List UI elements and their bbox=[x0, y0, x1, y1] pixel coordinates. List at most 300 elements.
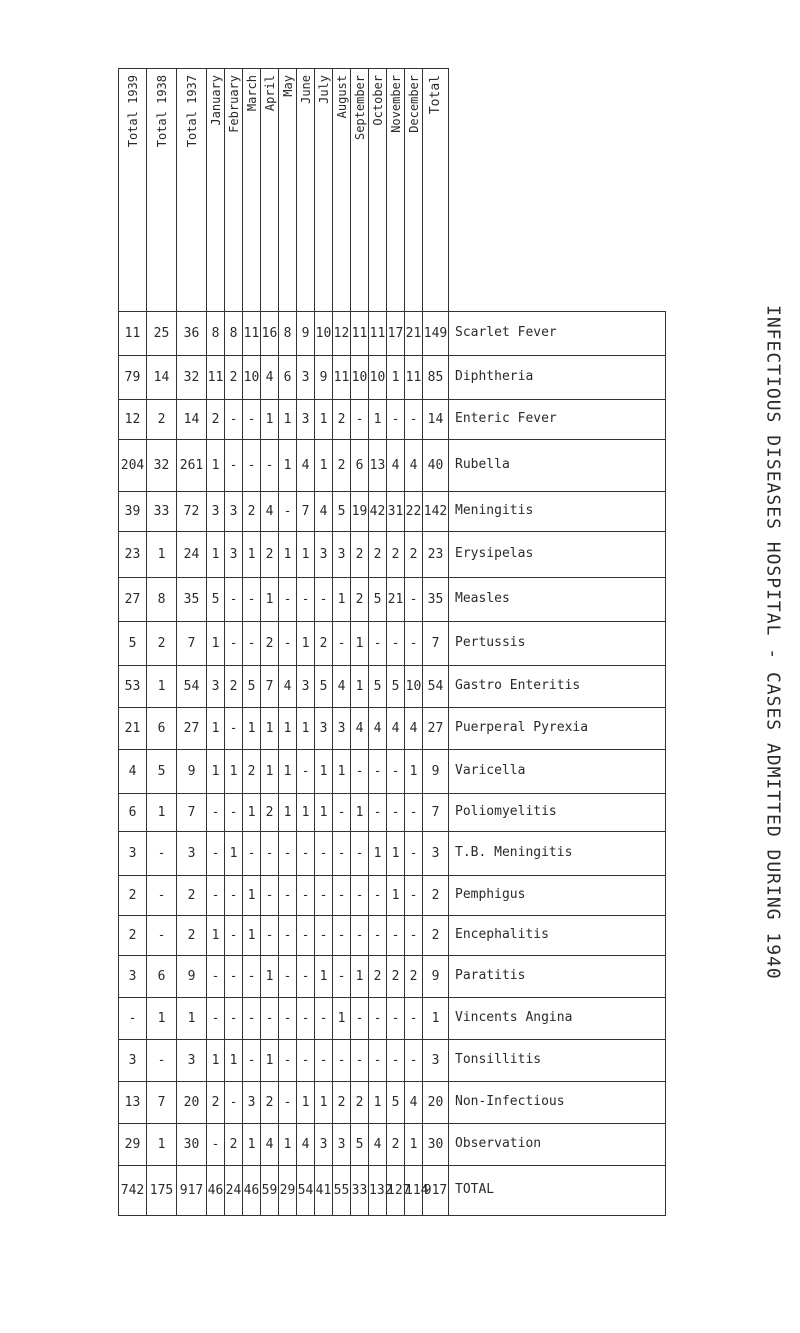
table-row bbox=[119, 956, 666, 998]
month-cell: - bbox=[315, 916, 333, 956]
month-cell: - bbox=[279, 622, 297, 666]
row-total-cell: 9 bbox=[423, 956, 449, 998]
row-total-cell: 35 bbox=[423, 578, 449, 622]
month-cell: 9 bbox=[315, 356, 333, 400]
month-cell: 127 bbox=[387, 1166, 405, 1216]
month-cell: - bbox=[369, 750, 387, 794]
month-cell: 1 bbox=[261, 708, 279, 750]
month-cell: - bbox=[333, 1040, 351, 1082]
month-cell: 3 bbox=[207, 492, 225, 532]
month-header: April bbox=[261, 69, 279, 312]
month-cell: 4 bbox=[333, 666, 351, 708]
total-1939-cell: 53 bbox=[119, 666, 147, 708]
table-row bbox=[119, 1124, 666, 1166]
month-cell: 2 bbox=[369, 532, 387, 578]
month-cell: 5 bbox=[351, 1124, 369, 1166]
month-cell: 4 bbox=[279, 666, 297, 708]
total-1939-cell: 11 bbox=[119, 312, 147, 356]
month-cell: - bbox=[297, 832, 315, 876]
month-cell: 3 bbox=[225, 532, 243, 578]
total-1937-cell: 27 bbox=[177, 708, 207, 750]
month-cell: 1 bbox=[243, 708, 261, 750]
month-cell: - bbox=[225, 876, 243, 916]
month-cell: - bbox=[279, 492, 297, 532]
month-cell: 2 bbox=[261, 532, 279, 578]
month-cell: - bbox=[243, 832, 261, 876]
table-row bbox=[119, 1166, 666, 1216]
month-cell: - bbox=[225, 956, 243, 998]
row-total-cell: 85 bbox=[423, 356, 449, 400]
table-row bbox=[119, 312, 666, 356]
disease-label: Varicella bbox=[449, 750, 666, 794]
month-cell: - bbox=[225, 400, 243, 440]
month-cell: 132 bbox=[369, 1166, 387, 1216]
disease-label: Diphtheria bbox=[449, 356, 666, 400]
total-1937-cell: 72 bbox=[177, 492, 207, 532]
disease-label: Pemphigus bbox=[449, 876, 666, 916]
total-1937-cell: 3 bbox=[177, 832, 207, 876]
month-cell: 2 bbox=[207, 400, 225, 440]
month-cell: - bbox=[333, 832, 351, 876]
table-row bbox=[119, 492, 666, 532]
month-cell: 1 bbox=[369, 1082, 387, 1124]
month-cell: 21 bbox=[405, 312, 423, 356]
month-cell: 2 bbox=[351, 1082, 369, 1124]
header-cell: Total 1937 bbox=[177, 69, 207, 312]
month-cell: 2 bbox=[351, 532, 369, 578]
month-cell: 33 bbox=[351, 1166, 369, 1216]
total-1937-cell: 32 bbox=[177, 356, 207, 400]
total-1938-cell: 1 bbox=[147, 1124, 177, 1166]
total-1938-cell: 1 bbox=[147, 794, 177, 832]
total-1939-cell: 4 bbox=[119, 750, 147, 794]
month-cell: 8 bbox=[207, 312, 225, 356]
disease-label: Measles bbox=[449, 578, 666, 622]
month-header: May bbox=[279, 69, 297, 312]
month-cell: - bbox=[405, 578, 423, 622]
month-cell: 10 bbox=[369, 356, 387, 400]
month-cell: - bbox=[405, 400, 423, 440]
month-cell: 2 bbox=[315, 622, 333, 666]
table-row bbox=[119, 876, 666, 916]
month-cell: - bbox=[351, 876, 369, 916]
disease-label: T.B. Meningitis bbox=[449, 832, 666, 876]
month-cell: - bbox=[351, 832, 369, 876]
month-cell: - bbox=[387, 1040, 405, 1082]
table-row bbox=[119, 794, 666, 832]
month-cell: - bbox=[297, 956, 315, 998]
disease-label: Puerperal Pyrexia bbox=[449, 708, 666, 750]
month-cell: 2 bbox=[333, 1082, 351, 1124]
month-cell: 1 bbox=[297, 622, 315, 666]
month-cell: 2 bbox=[261, 622, 279, 666]
month-cell: - bbox=[351, 998, 369, 1040]
disease-label: Enteric Fever bbox=[449, 400, 666, 440]
month-cell: - bbox=[405, 998, 423, 1040]
disease-label: Rubella bbox=[449, 440, 666, 492]
month-cell: 2 bbox=[333, 440, 351, 492]
month-cell: 1 bbox=[279, 750, 297, 794]
total-1939-cell: 23 bbox=[119, 532, 147, 578]
month-cell: 2 bbox=[225, 1124, 243, 1166]
total-1939-cell: 3 bbox=[119, 1040, 147, 1082]
month-header: August bbox=[333, 69, 351, 312]
total-1939-cell: 742 bbox=[119, 1166, 147, 1216]
month-cell: - bbox=[333, 956, 351, 998]
month-cell: - bbox=[405, 622, 423, 666]
month-cell: 4 bbox=[261, 1124, 279, 1166]
total-1938-cell: 8 bbox=[147, 578, 177, 622]
total-1937-cell: 36 bbox=[177, 312, 207, 356]
month-cell: 1 bbox=[207, 1040, 225, 1082]
month-cell: 22 bbox=[405, 492, 423, 532]
month-cell: 1 bbox=[261, 956, 279, 998]
total-1937-cell: 54 bbox=[177, 666, 207, 708]
row-total-cell: 917 bbox=[423, 1166, 449, 1216]
table-row bbox=[119, 916, 666, 956]
month-cell: 1 bbox=[243, 1124, 261, 1166]
total-1939-cell: 204 bbox=[119, 440, 147, 492]
total-1939-cell: 5 bbox=[119, 622, 147, 666]
total-1939-cell: 29 bbox=[119, 1124, 147, 1166]
month-cell: 5 bbox=[369, 666, 387, 708]
month-cell: - bbox=[261, 998, 279, 1040]
total-1937-cell: 1 bbox=[177, 998, 207, 1040]
month-cell: - bbox=[369, 876, 387, 916]
month-cell: - bbox=[369, 622, 387, 666]
month-cell: - bbox=[225, 622, 243, 666]
total-1939-cell: 21 bbox=[119, 708, 147, 750]
row-total-cell: 9 bbox=[423, 750, 449, 794]
month-cell: - bbox=[207, 1124, 225, 1166]
row-total-cell: 40 bbox=[423, 440, 449, 492]
month-cell: 4 bbox=[387, 708, 405, 750]
header-cell: Total 1938 bbox=[147, 69, 177, 312]
disease-label: Erysipelas bbox=[449, 532, 666, 578]
month-cell: - bbox=[405, 876, 423, 916]
month-cell: 114 bbox=[405, 1166, 423, 1216]
month-header: January bbox=[207, 69, 225, 312]
month-cell: 1 bbox=[279, 440, 297, 492]
total-1938-cell: 7 bbox=[147, 1082, 177, 1124]
month-cell: - bbox=[351, 1040, 369, 1082]
month-cell: 4 bbox=[297, 1124, 315, 1166]
month-cell: 5 bbox=[207, 578, 225, 622]
month-cell: 10 bbox=[243, 356, 261, 400]
month-cell: - bbox=[315, 832, 333, 876]
month-cell: 41 bbox=[315, 1166, 333, 1216]
month-cell: - bbox=[225, 708, 243, 750]
month-cell: 46 bbox=[207, 1166, 225, 1216]
month-cell: - bbox=[405, 832, 423, 876]
row-total-cell: 2 bbox=[423, 916, 449, 956]
table-row bbox=[119, 1040, 666, 1082]
month-cell: 1 bbox=[207, 916, 225, 956]
month-cell: 1 bbox=[369, 400, 387, 440]
month-cell: 1 bbox=[351, 666, 369, 708]
month-cell: 1 bbox=[207, 750, 225, 794]
month-cell: - bbox=[261, 832, 279, 876]
row-total-cell: 27 bbox=[423, 708, 449, 750]
total-1939-cell: 2 bbox=[119, 876, 147, 916]
month-cell: 3 bbox=[297, 356, 315, 400]
disease-label: Encephalitis bbox=[449, 916, 666, 956]
total-1937-cell: 261 bbox=[177, 440, 207, 492]
month-cell: 1 bbox=[207, 440, 225, 492]
total-1937-cell: 2 bbox=[177, 916, 207, 956]
month-cell: 4 bbox=[405, 440, 423, 492]
row-total-cell: 7 bbox=[423, 794, 449, 832]
month-cell: - bbox=[297, 578, 315, 622]
month-cell: 1 bbox=[315, 1082, 333, 1124]
table-row bbox=[119, 1082, 666, 1124]
row-total-cell: 14 bbox=[423, 400, 449, 440]
month-header: December bbox=[405, 69, 423, 312]
month-cell: - bbox=[207, 876, 225, 916]
month-cell: 1 bbox=[387, 876, 405, 916]
month-cell: - bbox=[225, 794, 243, 832]
table-row bbox=[119, 832, 666, 876]
row-total-cell: 30 bbox=[423, 1124, 449, 1166]
month-header: October bbox=[369, 69, 387, 312]
month-cell: - bbox=[387, 622, 405, 666]
month-cell: 5 bbox=[315, 666, 333, 708]
month-cell: - bbox=[279, 1082, 297, 1124]
month-cell: 1 bbox=[369, 832, 387, 876]
month-cell: 1 bbox=[297, 708, 315, 750]
total-1939-cell: 27 bbox=[119, 578, 147, 622]
month-cell: - bbox=[315, 998, 333, 1040]
month-cell: - bbox=[225, 578, 243, 622]
month-cell: 9 bbox=[297, 312, 315, 356]
month-cell: 54 bbox=[297, 1166, 315, 1216]
month-header: November bbox=[387, 69, 405, 312]
month-cell: - bbox=[297, 916, 315, 956]
month-cell: 5 bbox=[333, 492, 351, 532]
month-cell: 11 bbox=[351, 312, 369, 356]
month-cell: - bbox=[279, 1040, 297, 1082]
month-cell: - bbox=[297, 998, 315, 1040]
month-cell: - bbox=[351, 400, 369, 440]
month-cell: 4 bbox=[315, 492, 333, 532]
disease-label: Vincents Angina bbox=[449, 998, 666, 1040]
row-total-cell: 3 bbox=[423, 832, 449, 876]
table-row bbox=[119, 400, 666, 440]
month-cell: 1 bbox=[243, 532, 261, 578]
month-cell: 2 bbox=[207, 1082, 225, 1124]
total-1937-cell: 7 bbox=[177, 622, 207, 666]
month-cell: 1 bbox=[243, 876, 261, 916]
total-1938-cell: 32 bbox=[147, 440, 177, 492]
row-total-cell: 7 bbox=[423, 622, 449, 666]
total-1938-cell: 25 bbox=[147, 312, 177, 356]
month-cell: 1 bbox=[333, 578, 351, 622]
total-1938-cell: - bbox=[147, 916, 177, 956]
row-total-cell: 1 bbox=[423, 998, 449, 1040]
month-cell: - bbox=[333, 622, 351, 666]
disease-label: Pertussis bbox=[449, 622, 666, 666]
total-1938-cell: 1 bbox=[147, 998, 177, 1040]
month-cell: - bbox=[369, 998, 387, 1040]
month-cell: - bbox=[261, 876, 279, 916]
month-cell: 10 bbox=[405, 666, 423, 708]
month-cell: 2 bbox=[351, 578, 369, 622]
total-1938-cell: - bbox=[147, 832, 177, 876]
month-cell: 21 bbox=[387, 578, 405, 622]
total-1937-cell: 3 bbox=[177, 1040, 207, 1082]
total-1938-cell: 5 bbox=[147, 750, 177, 794]
total-1937-cell: 14 bbox=[177, 400, 207, 440]
month-cell: - bbox=[225, 440, 243, 492]
month-cell: - bbox=[405, 1040, 423, 1082]
month-cell: 3 bbox=[333, 532, 351, 578]
month-cell: - bbox=[315, 1040, 333, 1082]
month-cell: 2 bbox=[387, 1124, 405, 1166]
total-1939-cell: 39 bbox=[119, 492, 147, 532]
month-cell: 5 bbox=[369, 578, 387, 622]
month-cell: 2 bbox=[405, 532, 423, 578]
total-1937-cell: 24 bbox=[177, 532, 207, 578]
month-cell: - bbox=[387, 794, 405, 832]
month-cell: 2 bbox=[387, 956, 405, 998]
month-cell: 2 bbox=[243, 750, 261, 794]
table-body bbox=[119, 312, 666, 1216]
month-cell: 10 bbox=[315, 312, 333, 356]
month-cell: - bbox=[279, 832, 297, 876]
total-1939-cell: 79 bbox=[119, 356, 147, 400]
month-cell: - bbox=[243, 1040, 261, 1082]
total-header: Total bbox=[423, 69, 449, 312]
month-cell: 1 bbox=[279, 708, 297, 750]
month-cell: - bbox=[297, 750, 315, 794]
month-cell: - bbox=[225, 998, 243, 1040]
month-cell: 11 bbox=[243, 312, 261, 356]
month-cell: 3 bbox=[297, 666, 315, 708]
month-cell: 5 bbox=[387, 666, 405, 708]
total-1938-cell: 2 bbox=[147, 622, 177, 666]
total-1939-cell: 13 bbox=[119, 1082, 147, 1124]
month-cell: 1 bbox=[333, 750, 351, 794]
total-1938-cell: 6 bbox=[147, 956, 177, 998]
total-1938-cell: 1 bbox=[147, 666, 177, 708]
month-cell: - bbox=[207, 998, 225, 1040]
month-cell: - bbox=[279, 578, 297, 622]
month-cell: 13 bbox=[369, 440, 387, 492]
row-total-cell: 54 bbox=[423, 666, 449, 708]
month-cell: 3 bbox=[243, 1082, 261, 1124]
month-cell: - bbox=[387, 916, 405, 956]
month-cell: 2 bbox=[333, 400, 351, 440]
month-header: September bbox=[351, 69, 369, 312]
month-cell: - bbox=[261, 440, 279, 492]
total-1937-cell: 20 bbox=[177, 1082, 207, 1124]
month-cell: 4 bbox=[405, 708, 423, 750]
month-header: March bbox=[243, 69, 261, 312]
month-cell: 16 bbox=[261, 312, 279, 356]
month-cell: 2 bbox=[261, 1082, 279, 1124]
month-cell: 8 bbox=[279, 312, 297, 356]
disease-label: Scarlet Fever bbox=[449, 312, 666, 356]
month-cell: 1 bbox=[243, 794, 261, 832]
month-cell: - bbox=[225, 1082, 243, 1124]
month-cell: - bbox=[279, 998, 297, 1040]
total-1938-cell: 2 bbox=[147, 400, 177, 440]
month-cell: 3 bbox=[333, 1124, 351, 1166]
month-cell: 5 bbox=[243, 666, 261, 708]
table-row bbox=[119, 622, 666, 666]
total-1938-cell: 175 bbox=[147, 1166, 177, 1216]
disease-label: Observation bbox=[449, 1124, 666, 1166]
month-cell: 1 bbox=[207, 708, 225, 750]
total-1938-cell: 33 bbox=[147, 492, 177, 532]
month-cell: - bbox=[315, 876, 333, 916]
month-cell: 1 bbox=[315, 794, 333, 832]
table-row bbox=[119, 532, 666, 578]
month-cell: - bbox=[261, 916, 279, 956]
month-cell: 4 bbox=[405, 1082, 423, 1124]
total-1939-cell: - bbox=[119, 998, 147, 1040]
month-cell: 1 bbox=[279, 532, 297, 578]
total-1938-cell: - bbox=[147, 876, 177, 916]
month-cell: 1 bbox=[297, 532, 315, 578]
month-cell: 11 bbox=[333, 356, 351, 400]
total-1937-cell: 917 bbox=[177, 1166, 207, 1216]
total-1938-cell: 6 bbox=[147, 708, 177, 750]
table-row bbox=[119, 440, 666, 492]
month-cell: 1 bbox=[351, 956, 369, 998]
month-cell: - bbox=[207, 956, 225, 998]
month-cell: 1 bbox=[315, 750, 333, 794]
month-cell: 11 bbox=[369, 312, 387, 356]
month-cell: 3 bbox=[333, 708, 351, 750]
page-title: INFECTIOUS DISEASES HOSPITAL - CASES ADMITTED DURING 1940 bbox=[762, 305, 784, 980]
header-blank bbox=[449, 69, 666, 312]
month-cell: 29 bbox=[279, 1166, 297, 1216]
month-cell: - bbox=[369, 1040, 387, 1082]
month-cell: 1 bbox=[405, 1124, 423, 1166]
month-cell: 3 bbox=[315, 708, 333, 750]
month-cell: 1 bbox=[315, 440, 333, 492]
row-total-cell: 3 bbox=[423, 1040, 449, 1082]
month-cell: 1 bbox=[225, 832, 243, 876]
month-cell: - bbox=[243, 400, 261, 440]
table-header-row bbox=[119, 69, 666, 312]
total-1937-cell: 35 bbox=[177, 578, 207, 622]
month-cell: 1 bbox=[297, 794, 315, 832]
month-cell: - bbox=[351, 916, 369, 956]
month-cell: 1 bbox=[225, 1040, 243, 1082]
month-cell: 4 bbox=[369, 1124, 387, 1166]
month-cell: 2 bbox=[387, 532, 405, 578]
month-cell: 59 bbox=[261, 1166, 279, 1216]
month-cell: 3 bbox=[297, 400, 315, 440]
month-cell: 10 bbox=[351, 356, 369, 400]
month-cell: 17 bbox=[387, 312, 405, 356]
month-cell: 1 bbox=[315, 400, 333, 440]
disease-label: Non-Infectious bbox=[449, 1082, 666, 1124]
month-cell: - bbox=[279, 916, 297, 956]
total-1939-cell: 12 bbox=[119, 400, 147, 440]
month-cell: - bbox=[333, 876, 351, 916]
month-header: February bbox=[225, 69, 243, 312]
month-cell: 2 bbox=[225, 666, 243, 708]
table-row bbox=[119, 708, 666, 750]
month-cell: 1 bbox=[261, 1040, 279, 1082]
admissions-table bbox=[118, 68, 666, 1216]
month-cell: - bbox=[207, 832, 225, 876]
total-1937-cell: 30 bbox=[177, 1124, 207, 1166]
month-cell: 7 bbox=[261, 666, 279, 708]
